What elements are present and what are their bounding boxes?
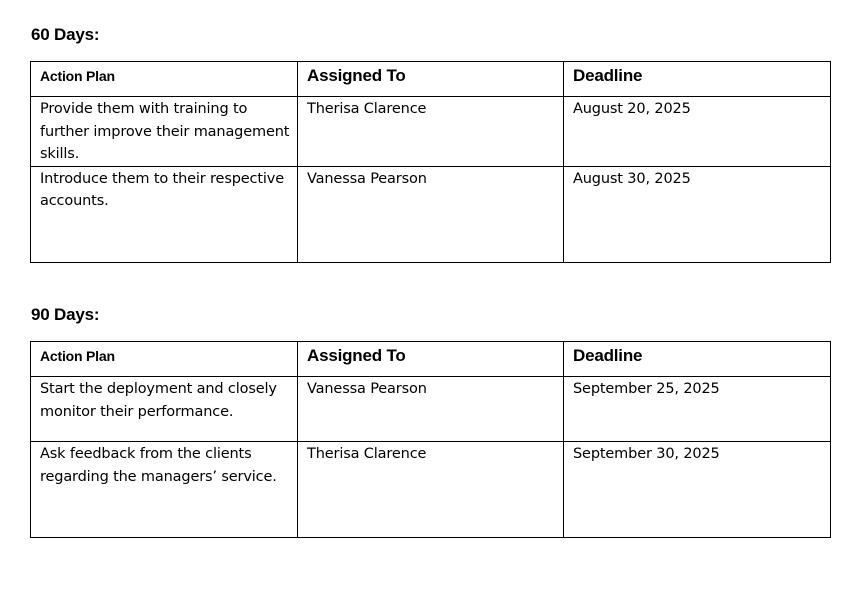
action-plan-table-60-days (30, 61, 831, 263)
column-header-assigned-to: Assigned To (298, 62, 564, 97)
action-plan-cell: Ask feedback from the clients regarding the managers’ service. (31, 442, 298, 538)
column-header-deadline: Deadline (564, 62, 831, 97)
deadline-cell: September 25, 2025 (564, 377, 831, 442)
deadline-cell: August 20, 2025 (564, 97, 831, 167)
assigned-to-cell: Therisa Clarence (298, 97, 564, 167)
assigned-to-cell: Therisa Clarence (298, 442, 564, 538)
action-plan-cell: Start the deployment and closely monitor their performance. (31, 377, 298, 442)
section-heading-90-days: 90 Days: (31, 305, 100, 324)
section-heading-60-days: 60 Days: (31, 25, 100, 44)
table-row (31, 97, 831, 167)
table-header-row (31, 62, 831, 97)
action-plan-cell: Introduce them to their respective accounts. (31, 166, 298, 262)
table-header-row (31, 342, 831, 377)
column-header-action-plan: Action Plan (31, 62, 298, 97)
deadline-cell: August 30, 2025 (564, 166, 831, 262)
table-row (31, 442, 831, 538)
action-plan-cell: Provide them with training to further improve their management skills. (31, 97, 298, 167)
deadline-cell: September 30, 2025 (564, 442, 831, 538)
table-row (31, 166, 831, 262)
assigned-to-cell: Vanessa Pearson (298, 166, 564, 262)
table-row (31, 377, 831, 442)
column-header-assigned-to: Assigned To (298, 342, 564, 377)
column-header-deadline: Deadline (564, 342, 831, 377)
assigned-to-cell: Vanessa Pearson (298, 377, 564, 442)
action-plan-table-90-days (30, 341, 831, 538)
column-header-action-plan: Action Plan (31, 342, 298, 377)
